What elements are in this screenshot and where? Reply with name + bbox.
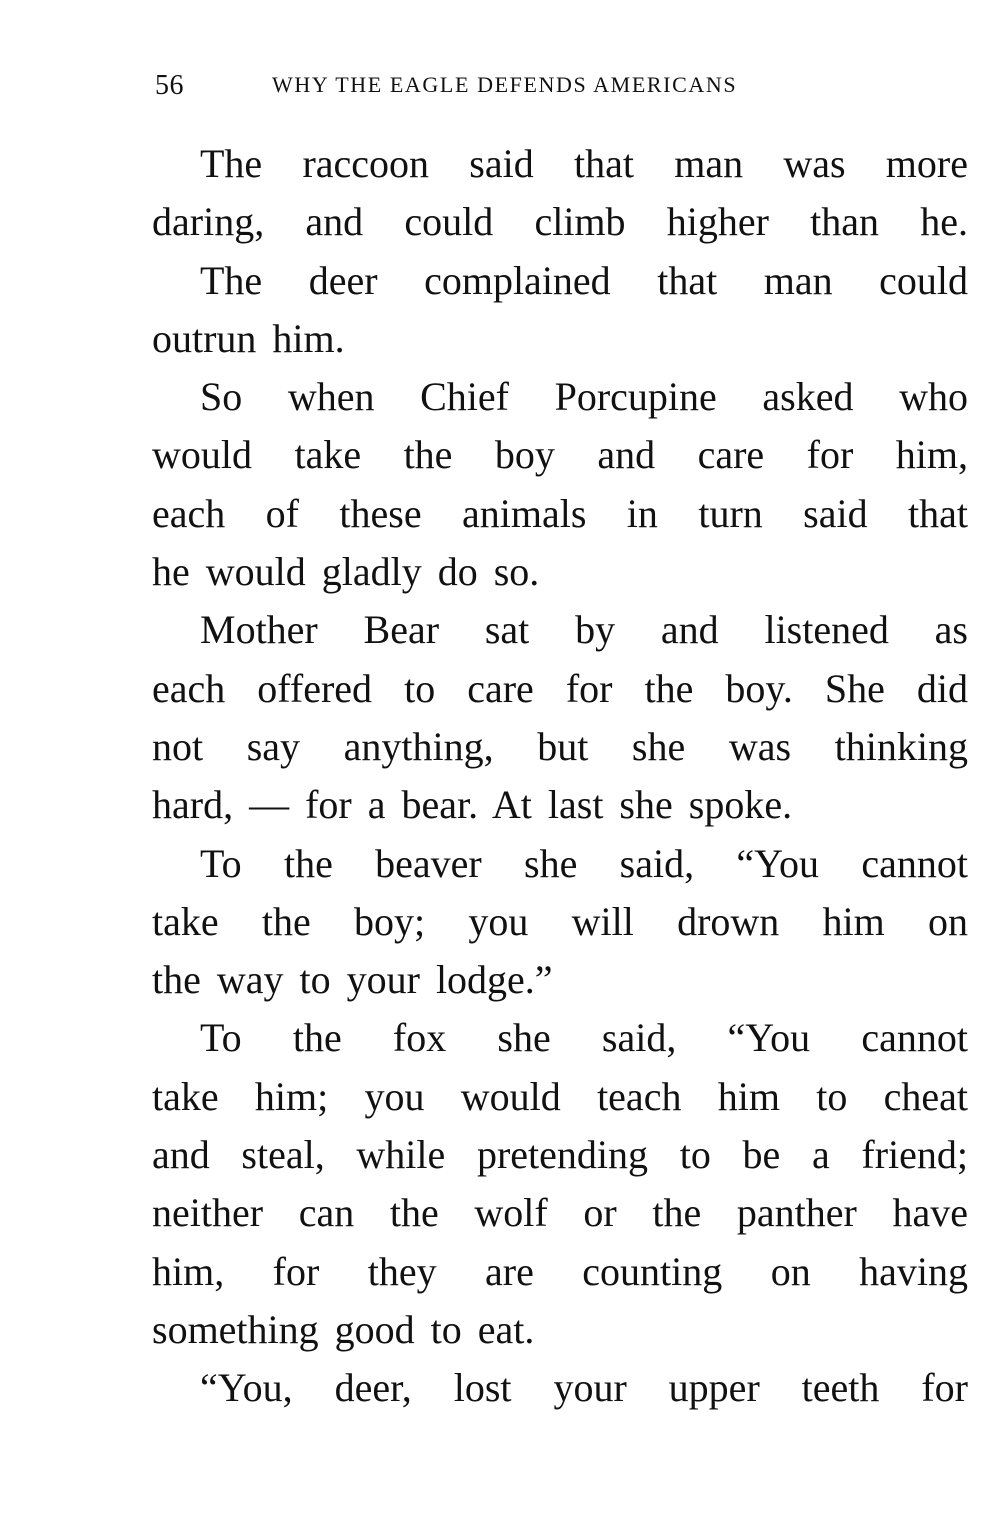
text-line: he would gladly do so. — [152, 549, 540, 595]
text-line: each offered to care for the boy. She did — [152, 665, 968, 711]
body-text — [152, 135, 968, 1418]
page-number: 56 — [155, 70, 184, 101]
text-line: something good to eat. — [152, 1306, 535, 1352]
text-line: Mother Bear sat by and listened as — [200, 607, 968, 653]
text-line: neither can the wolf or the panther have — [152, 1190, 968, 1236]
text-line: hard, — for a bear. At last she spoke. — [152, 782, 793, 828]
text-line: would take the boy and care for him, — [152, 432, 968, 478]
text-line: not say anything, but she was thinking — [152, 723, 968, 769]
text-line: The deer complained that man could — [200, 257, 968, 303]
text-line: him, for they are counting on having — [152, 1248, 968, 1294]
text-line: outrun him. — [152, 315, 345, 361]
text-line: “You, deer, lost your upper teeth for — [200, 1365, 968, 1411]
running-title: WHY THE EAGLE DEFENDS AMERICANS — [272, 72, 738, 97]
text-line: and steal, while pretending to be a friend; — [152, 1132, 968, 1178]
text-line: the way to your lodge.” — [152, 957, 553, 1003]
text-line: each of these animals in turn said that — [152, 490, 968, 536]
running-header — [155, 70, 875, 104]
text-line: take the boy; you will drown him on — [152, 898, 968, 944]
text-line: The raccoon said that man was more — [200, 141, 968, 186]
text-line: daring, and could climb higher than he. — [152, 199, 968, 245]
text-line: To the beaver she said, “You cannot — [200, 840, 968, 886]
text-line: So when Chief Porcupine asked who — [200, 374, 968, 420]
text-line: To the fox she said, “You cannot — [200, 1015, 968, 1061]
text-line: take him; you would teach him to cheat — [152, 1073, 968, 1119]
